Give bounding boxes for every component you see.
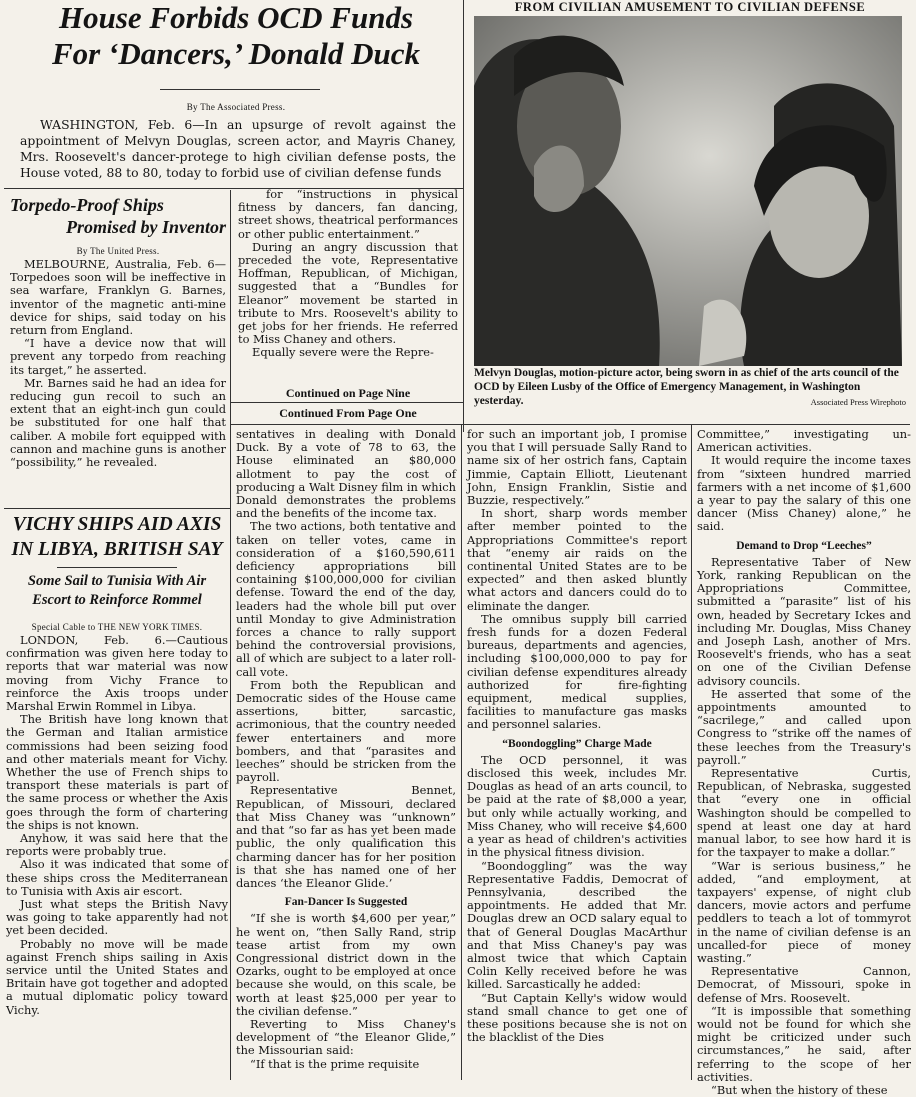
vichy-paragraph: Anyhow, it was said here that the reports were probably true. [6,831,228,859]
jump-out-line: Continued on Page Nine [285,386,411,400]
col-d-paragraph: Representative Curtis, Republican, of Nebraska, suggested that “every one in official Washington should be compelled to spend at least one day at hard manual labor, to see how hard it is for the taxpayer to make a dollar.” [697,766,911,860]
photo-caption-text: Melvyn Douglas, motion-picture actor, being sworn in as chief of the arts council of the OCD by Eileen Lusby of the Office of Emergency Management, in Washington yesterday. [474,367,899,407]
jump-rule-lower [230,424,910,425]
col-b-body [236,428,456,1071]
column-rule-3 [691,424,692,1080]
photo-title: FROM CIVILIAN AMUSEMENT TO CIVILIAN DEFENSE [514,0,866,14]
torpedo-headline-line1: Torpedo-Proof Ships [10,195,164,215]
photo-illustration [474,16,902,366]
col-b-subhead: Fan-Dancer Is Suggested [284,896,408,909]
col-b-paragraph: The two actions, both tentative and taken on teller votes, came in consideration of a $160,590,611 deficiency appropriations bill containing $100,000,000 for civilian defense. Toward the end of the day, leaders had the whole bill put over until Monday to give Administration forces a chance to rally support behind the controversial provisions, all of which are subject to a later roll-call vote. [236,519,456,679]
vichy-divider [57,567,177,568]
main-lead [20,117,456,181]
col-c-paragraph: The omnibus supply bill carried fresh funds for a dozen Federal bureaus, departments and agencies, including $100,000,000 to pay for civilian defense expenditures already authorized for fire-fighting equipment, medical supplies, facilities to manufacture gas masks and personnel salaries. [467,611,687,732]
vichy-credit: Special Cable to THE NEW YORK TIMES. [31,622,203,632]
col-c-paragraph: In short, sharp words member after member pointed to the Appropriations Committee's report that “enemy air raids on the continental United States are to be expected” and then asked bluntly what actors and dancers could do to eliminate the danger. [467,506,687,613]
jump-rule [230,402,464,403]
col-b-paragraph: “If she is worth $4,600 per year,” he went on, “then Sally Rand, strip tease artist from my own Congressional district down in the Ozarks, ought to be employed at once because she would, on this scale, be worth at least $25,000 per year to the civilian defense.” [236,911,456,1018]
col-d-paragraph: “But when the history of these [711,1082,888,1097]
headline-rule [160,89,320,90]
main-col2-paragraph: During an angry discussion that preceded the vote, Representative Hoffman, Republican, of Michigan, suggested that a “Bundles for Eleanor” movement be started in tribute to Mrs. Roosevelt's ability to get jobs for her friends. He referred to Miss Chaney and others. [238,239,458,347]
torpedo-headline-line2: Promised by Inventor [66,217,226,237]
jump-in-line: Continued From Page One [279,406,417,420]
main-headline-line1: House Forbids OCD Funds [58,0,414,35]
col-d-paragraph: Representative Cannon, Democrat, of Missouri, spoke in defense of Mrs. Roosevelt. [697,964,911,1005]
vichy-paragraph: LONDON, Feb. 6.—Cautious confirmation was given here today to reports that war material was now moving from Vichy France to reinforce the Axis troops under Marshal Erwin Rommel in Libya. [6,633,228,714]
col-d-paragraph: Representative Taber of New York, ranking Republican on the Appropriations Committee, submitted a “parasite” list of his own, headed by Secretary Ickes and including Mr. Douglas, Miss Chaney and Joseph Lash, another of Mrs. Roosevelt's friends, who has a seat on one of the Civilian Defense advisory councils. [697,554,911,688]
col-d-paragraph: “It is impossible that something would not be found for which she might be criticized under such circumstances,” he said, after referring to the scope of her activities. [697,1003,911,1084]
main-headline-line2: For ‘Dancers,’ Donald Duck [52,36,420,71]
col-d-paragraph: Committee,” investigating un-American activities. [697,427,911,455]
col-d-body [697,428,911,1097]
vichy-headline-line1: VICHY SHIPS AID AXIS [12,514,222,535]
main-col2-paragraph: for “instructions in physical fitness by dancers, fan dancing, street shows, theatrical performances or other public entertainment.” [238,187,458,241]
vichy-paragraph: Just what steps the British Navy was going to take apparently had not yet been decided. [6,897,228,938]
main-credit: By The Associated Press. [186,102,286,112]
vichy-paragraph: Also it was indicated that some of these ships cross the Mediterranean to Tunisia with Axis air escort. [6,857,228,898]
col-d-paragraph: He asserted that some of the appointments amounted to “sacrilege,” and called upon Congress to “strike off the names of these leeches from the Treasury's payroll.” [697,686,911,767]
col-b-paragraph: From both the Republican and Democratic sides of the House came assertions, bitter, sarcastic, acrimonious, that the country needed fewer entertainers and more bombers, and that “parasites and leeches” should be stricken from the payroll. [236,677,456,785]
vichy-rule [4,508,230,509]
column-rule-top [463,0,464,432]
vichy-body [6,634,228,1017]
photo-credit: Associated Press Wirephoto [810,397,906,407]
torpedo-paragraph: MELBOURNE, Australia, Feb. 6—Torpedoes soon will be ineffective in sea warfare, Franklyn G. Barnes, inventor of the magnetic anti-mine device for ships, said today on his return from England. [10,257,226,338]
main-col2-paragraph: Equally severe were the Repre- [252,345,434,360]
col-c-paragraph: “Boondoggling” was the way Representative Faddis, Democrat of Pennsylvania, described the appointments. He added that Mr. Douglas drew an OCD salary equal to that of General Douglas MacArthur and that Miss Chaney's pay was almost twice that which Captain Colin Kelly received before he was killed. Sarcastically he added: [467,858,687,992]
col-b-paragraph: Reverting to Miss Chaney's development of “the Eleanor Glide,” the Missourian said: [236,1016,456,1058]
column-rule-2 [461,424,462,1080]
news-photo [474,16,902,366]
col-b-paragraph: sentatives in dealing with Donald Duck. By a vote of 78 to 63, the House eliminated an $80,000 allotment to pay the cost of producing a Walt Disney film in which Donald demonstrates the problems and the benefits of the income tax. [236,427,456,521]
vichy-paragraph: The British have long known that the German and Italian armistice commissions had been seizing food and other materials meant for Vichy. Whether the use of French ships to transport these materials is part of the same process or whether the Axis goes through the form of chartering the ships is not known. [6,712,228,832]
vichy-story [6,512,228,1017]
photo-caption [474,366,906,409]
torpedo-paragraph: “I have a device now that will prevent any torpedo from reaching its target,” he asserted. [10,336,226,377]
col-c-paragraph: for such an important job, I promise you that I will persuade Sally Rand to name six of her ostrich fans, Captain Jimmie, Captain Elliott, Lieutenant John, Ensign Franklin, Sistie and Buzzie, respectively.” [467,427,687,508]
vichy-subhead-line1: Some Sail to Tunisia With Air [27,573,207,589]
torpedo-body [10,258,226,469]
vichy-headline-line2: IN LIBYA, BRITISH SAY [11,539,223,560]
torpedo-paragraph: Mr. Barnes said he had an idea for reducing gun recoil to such an extent that an eight-inch gun could be substituted for one half that caliber. A mobile fort equipped with cannon and machine guns is another “possibility,” he revealed. [10,375,226,470]
col-c-body [467,428,687,1044]
col-c-paragraph: The OCD personnel, it was disclosed this week, includes Mr. Douglas as head of an arts council, to be paid at the rate of $8,000 a year, but only while actually working, and Miss Chaney, who will receive $4,600 a year as head of children's activities in the physical fitness division. [467,752,687,860]
col-d-paragraph: It would require the income taxes from “sixteen hundred married farmers with a net income of $1,600 a year to pay the salary of this one dancer (Miss Chaney) alone,” he said. [697,453,911,534]
vichy-paragraph: Probably no move will be made against French ships sailing in Axis service until the United States and Britain have got together and adopted a mutual diplomatic policy toward Vichy. [6,936,228,1017]
main-headline-block [6,0,466,72]
col-b-paragraph: Representative Bennet, Republican, of Missouri, declared that Miss Chaney was “unknown” and that “so far as has yet been made public, the only qualification this charming dancer has for her position is that she has named one of her dances ‘the Eleanor Glide.’ [236,783,456,890]
main-lead-paragraph: WASHINGTON, Feb. 6—In an upsurge of revolt against the appointment of Melvyn Douglas, screen actor, and Mayris Chaney, Mrs. Roosevelt's dancer-protege to high civilian defense posts, the House voted, 88 to 80, today to forbid use of civilian defense funds [20,117,456,180]
col-b-paragraph: “If that is the prime requisite [250,1056,420,1071]
col-c-paragraph: “But Captain Kelly's widow would stand small chance to get one of these positions because she is not on the blacklist of the Dies [467,990,687,1045]
col-c-subhead: “Boondoggling” Charge Made [502,737,652,750]
main-col2-body [238,188,458,360]
torpedo-story [10,194,226,469]
torpedo-credit: By The United Press. [76,246,160,256]
column-rule-1 [230,190,231,1080]
vichy-subhead-line2: Escort to Reinforce Rommel [32,592,202,608]
col-d-paragraph: “War is serious business,” he added, “and employment, at taxpayers' expense, of night club dancers, movie actors and perfume peddlers to teach a lot of tommyrot in the name of civilian defense is an uncalled-for piece of money wasting.” [697,858,911,965]
col-d-subhead: Demand to Drop “Leeches” [736,539,872,552]
